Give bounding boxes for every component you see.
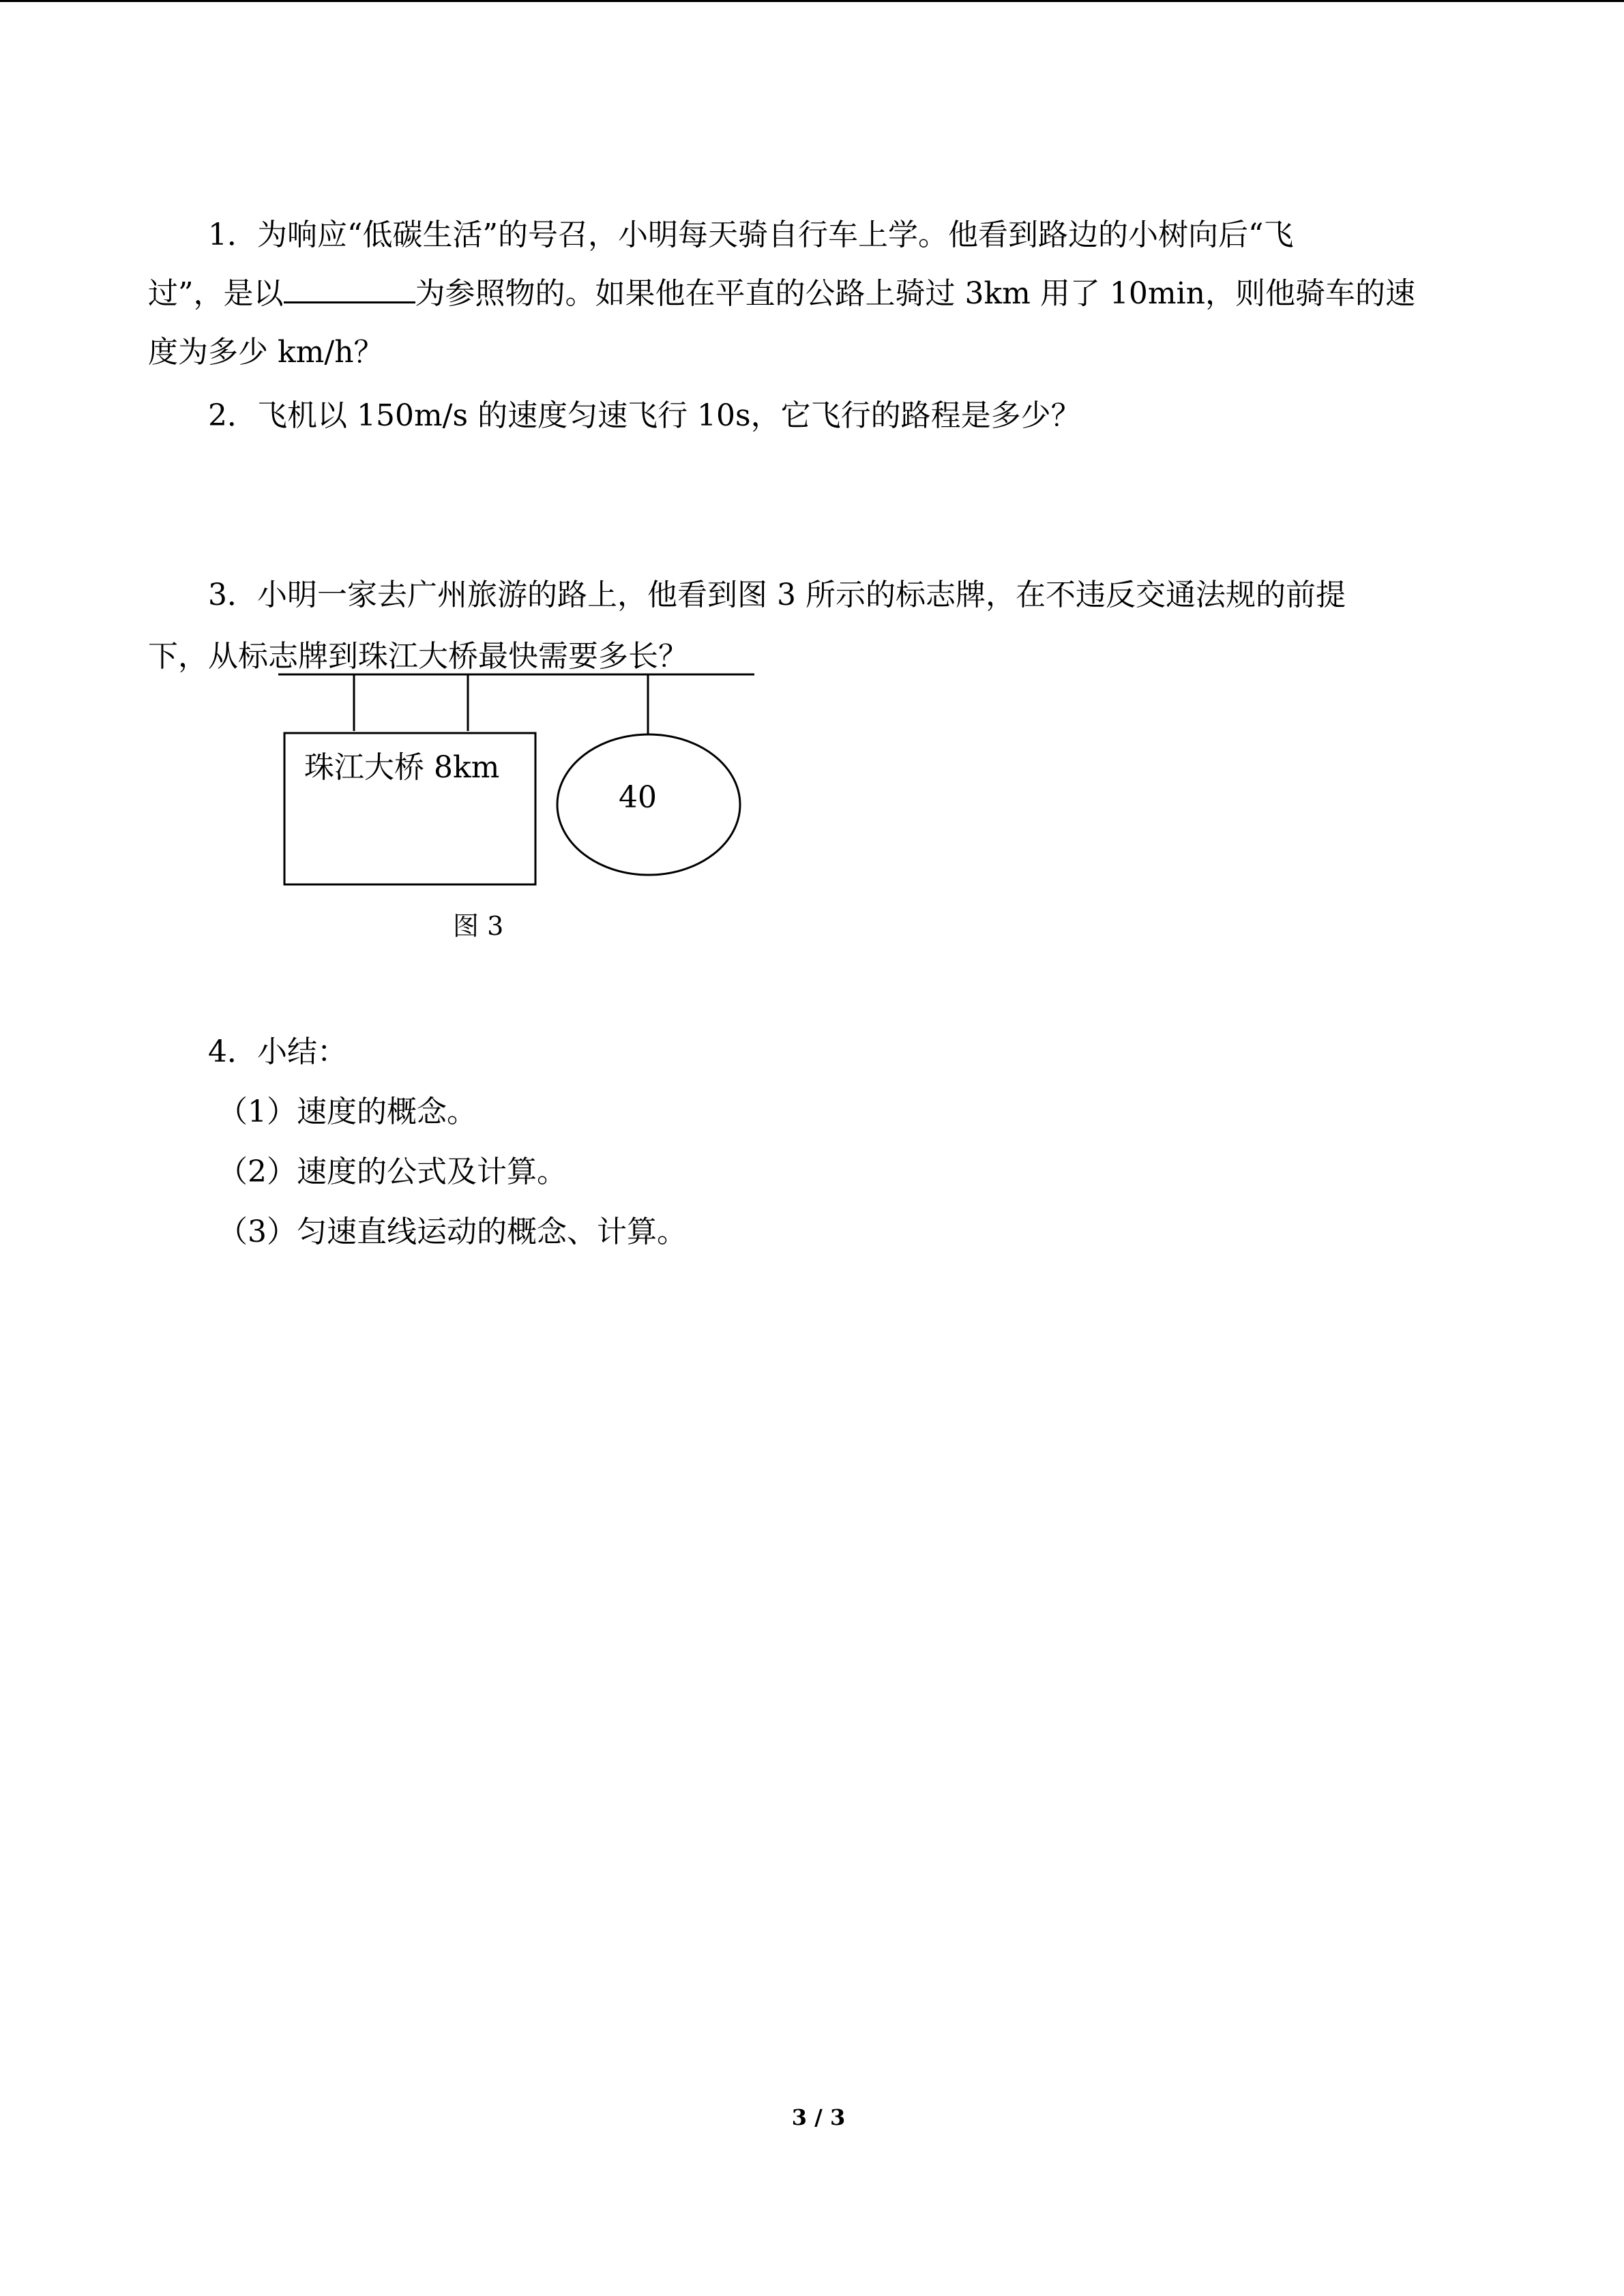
question-1-line-2: [148, 265, 1415, 323]
distance-sign-text: 珠江大桥 8km: [304, 750, 500, 785]
speed-limit-value: 40: [619, 780, 657, 815]
figure-caption: 图 3: [453, 911, 504, 941]
summary-heading: 4．小结：: [148, 1034, 347, 1069]
question-1-text-after-blank: 为参照物的。如果他在平直的公路上骑过 3km 用了 10min，则他骑车的速: [415, 276, 1415, 311]
summary-item-1: （1）速度的概念。: [218, 1094, 477, 1129]
question-1-line-3: 度为多少 km/h？: [148, 335, 384, 370]
page-number: 3 / 3: [791, 2104, 846, 2130]
question-3-line-2: 下，从标志牌到珠江大桥最快需要多长？: [148, 639, 688, 674]
summary-item-2: （2）速度的公式及计算。: [218, 1154, 567, 1189]
page-top-border: [0, 0, 1624, 2]
question-3-line-1: 3．小明一家去广州旅游的路上，他看到图 3 所示的标志牌，在不违反交通法规的前提: [148, 578, 1346, 612]
question-1-text-before-blank: 过”，是以: [148, 276, 284, 311]
question-1-line-1: 1．为响应“低碳生活”的号召，小明每天骑自行车上学。他看到路边的小树向后“飞: [148, 218, 1294, 252]
answer-blank: [284, 275, 415, 303]
summary-item-3: （3）匀速直线运动的概念、计算。: [218, 1214, 687, 1249]
question-2-line-1: 2．飞机以 150m/s 的速度匀速飞行 10s，它飞行的路程是多少？: [148, 398, 1081, 433]
